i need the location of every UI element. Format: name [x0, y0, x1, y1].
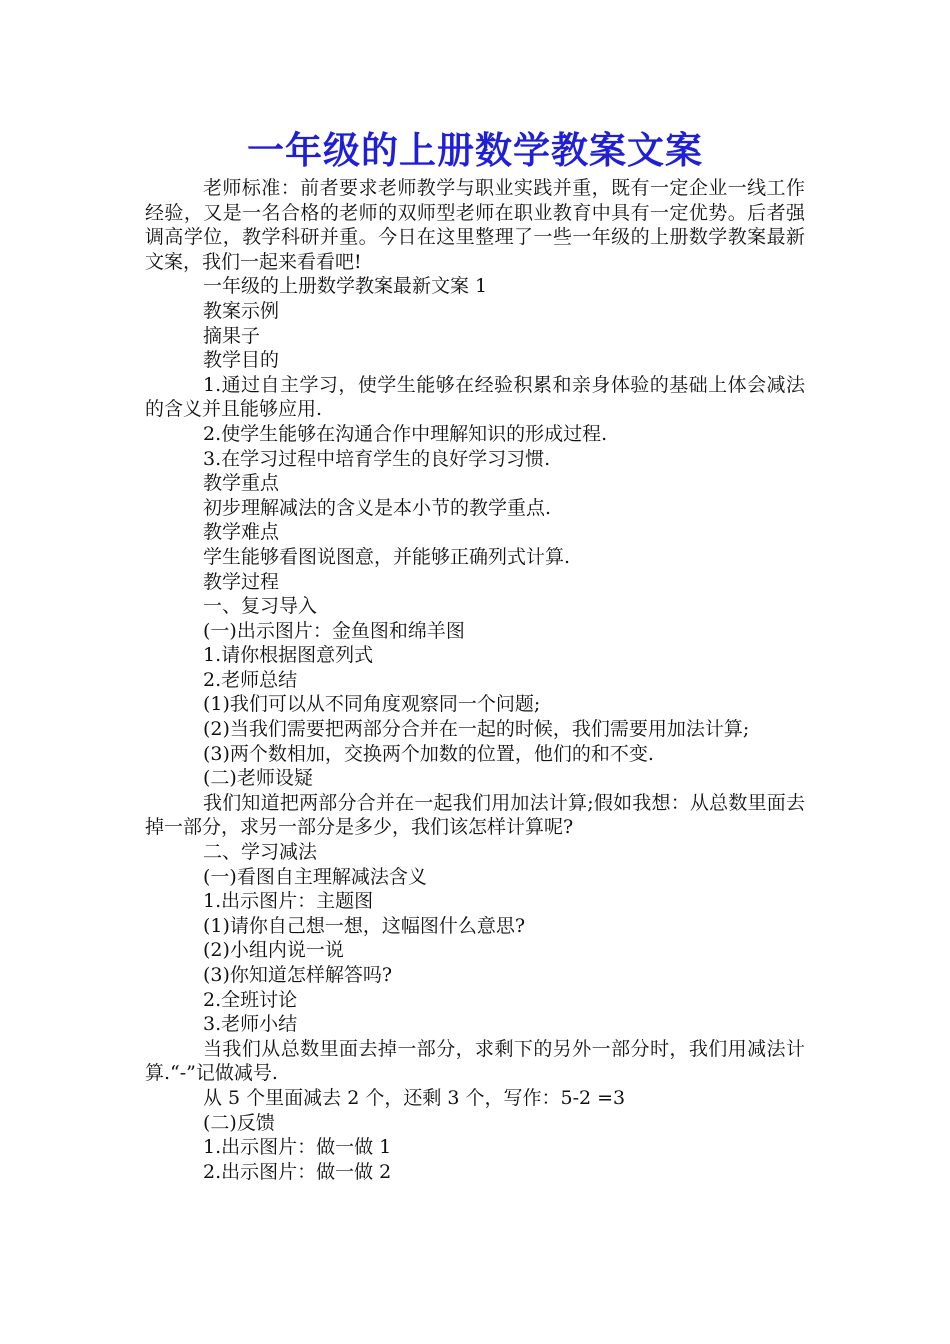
paragraph: (二)老师设疑	[203, 767, 313, 790]
paragraph: (2)当我们需要把两部分合并在一起的时候，我们需要用加法计算;	[203, 718, 750, 741]
paragraph: 1.通过自主学习，使学生能够在经验积累和亲身体验的基础上体会减法的含义并且能够应用.	[145, 373, 805, 421]
paragraph-intro: 老师标准：前者要求老师教学与职业实践并重，既有一定企业一线工作经验，又是一名合格的老师的双师型老师在职业教育中具有一定优势。后者强调高学位，教学科研并重。今日在这里整理了一些一年级的上册数学教案最新文案，我们一起来看看吧!	[145, 177, 805, 273]
paragraph: (3)你知道怎样解答吗?	[203, 964, 393, 986]
paragraph: (1)请你自己想一想，这幅图什么意思?	[203, 914, 526, 937]
paragraph: (二)反馈	[203, 1111, 275, 1134]
paragraph: 当我们从总数里面去掉一部分，求剩下的另外一部分时，我们用减法计算.“-”记做减号.	[145, 1037, 805, 1085]
paragraph: (一)看图自主理解减法含义	[203, 865, 427, 888]
paragraph: 摘果子	[203, 324, 261, 347]
paragraph: 1.请你根据图意列式	[203, 644, 374, 667]
paragraph: 二、学习减法	[203, 841, 318, 864]
paragraph: 3.在学习过程中培育学生的良好学习习惯.	[203, 447, 551, 470]
paragraph: 2.全班讨论	[203, 988, 298, 1011]
paragraph: 教学重点	[203, 472, 280, 495]
paragraph: 学生能够看图说图意，并能够正确列式计算.	[203, 545, 571, 568]
paragraph: (3)两个数相加，交换两个加数的位置，他们的和不变.	[203, 742, 654, 765]
paragraph: 3.老师小结	[203, 1013, 298, 1036]
paragraph: 教案示例	[203, 299, 280, 322]
paragraph: 教学过程	[203, 570, 280, 593]
document-title: 一年级的上册数学教案文案	[247, 128, 703, 172]
paragraph: 教学难点	[203, 521, 280, 544]
paragraph: 初步理解减法的含义是本小节的教学重点.	[203, 496, 552, 519]
document-body	[145, 176, 805, 1184]
paragraph: (一)出示图片：金鱼图和绵羊图	[203, 619, 465, 642]
paragraph: 2.出示图片：做一做 2	[203, 1160, 392, 1183]
paragraph: 1.出示图片：做一做 1	[203, 1136, 392, 1159]
paragraph: (1)我们可以从不同角度观察同一个问题;	[203, 693, 541, 716]
paragraph: 1.出示图片：主题图	[203, 890, 374, 913]
paragraph: 2.使学生能够在沟通合作中理解知识的形成过程.	[203, 422, 608, 445]
paragraph: 教学目的	[203, 349, 280, 372]
paragraph: 从 5 个里面减去 2 个，还剩 3 个，写作：5-2 =3	[203, 1086, 626, 1109]
paragraph: 一、复习导入	[203, 595, 318, 618]
paragraph: 一年级的上册数学教案最新文案 1	[203, 275, 488, 298]
paragraph: (2)小组内说一说	[203, 939, 344, 962]
paragraph: 2.老师总结	[203, 668, 298, 691]
paragraph: 我们知道把两部分合并在一起我们用加法计算;假如我想：从总数里面去掉一部分，求另一部分是多少，我们该怎样计算呢?	[145, 791, 805, 839]
